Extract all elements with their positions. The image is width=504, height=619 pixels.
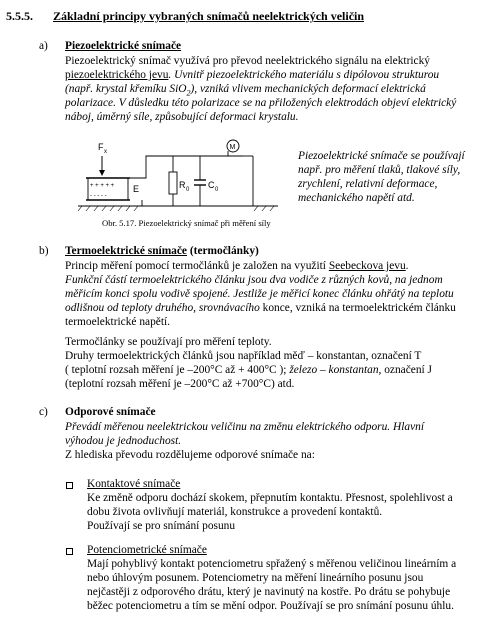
sec-b-title-main: Termoelektrické snímače xyxy=(65,245,187,257)
sec-b-line1 xyxy=(65,259,409,273)
sec-c-line1: Převádí měřenou neelektrickou veličinu na změnu elektrického odporu. Hlavní xyxy=(65,421,424,433)
sec-b-line1-start: Princip měření pomocí termočlánků je založen na využití xyxy=(65,260,326,272)
force-subscript: x xyxy=(104,149,107,155)
force-label: F xyxy=(98,142,104,152)
sec-b-line1-end: . xyxy=(405,260,409,272)
item1-line3: Používají se pro snímání posunu xyxy=(87,520,236,532)
side-line2: např. pro měření tlaků, tlakové síly, xyxy=(298,164,461,176)
resistor-label: R xyxy=(179,180,186,190)
sec-c-letter: c) xyxy=(39,406,48,418)
item2-line3: nejčastěji z odporového drátu, který je navinutý na kostře. Po drátu se pohybuje xyxy=(87,586,451,598)
sec-a-line2-rest: . Uvnitř piezoelektrického materiálu s dipólovou strukturou xyxy=(168,69,440,81)
section-number: 5.5.5. xyxy=(6,9,33,23)
item2-line1: Mají pohyblivý kontakt potenciometru spřažený s měřenou veličinou lineárním a xyxy=(87,558,457,570)
sec-b-line4-italic: odlišnou od teploty druhého, srovnávacího xyxy=(65,302,260,314)
sec-c-line3: Z hlediska převodu rozdělujeme odporové snímače na: xyxy=(65,449,315,461)
item1-line1: Ke změně odporu dochází skokem, přepnutím kontaktu. Přesnost, spolehlivost a xyxy=(87,492,453,504)
sec-b-line3: měřicím konci spolu vodivě spojené. Jestliže je měřicí konec článku ohřátý na teplotu xyxy=(65,288,454,300)
sec-c-title: Odporové snímače xyxy=(65,406,156,418)
sec-a-line2 xyxy=(65,68,439,82)
sec-a-letter: a) xyxy=(39,40,48,52)
capacitor-label: C xyxy=(208,180,215,190)
sec-b-line8-italic: železo – konstantan, xyxy=(289,364,382,376)
sec-b-line8-end: označení J xyxy=(381,364,432,376)
sec-b-title-extra: (termočlánky) xyxy=(189,245,259,257)
side-line1: Piezoelektrické snímače se používají xyxy=(298,150,465,162)
svg-text:- - - - -: - - - - - xyxy=(90,193,107,199)
resistor-subscript: 0 xyxy=(186,187,190,193)
sec-b-title xyxy=(65,244,259,258)
resistor-r0 xyxy=(169,172,177,194)
sec-a-line3-start: (např. krystal křemíku SiO xyxy=(65,83,187,95)
sec-b-letter: b) xyxy=(39,245,49,257)
sio2-subscript: 2 xyxy=(186,88,191,98)
sec-a-line5: náboj, úměrný síle, způsobující deformaci krystalu. xyxy=(65,111,299,123)
svg-text:+ + + + +: + + + + + xyxy=(90,183,115,189)
sec-a-line4: polarizace. V důsledku této polarizace se na přiložených elektrodách objeví elektrický xyxy=(65,97,457,109)
item2-line4: běžec potenciometru a tím se mění odpor. Používají se pro snímání posunu úhlu. xyxy=(87,600,454,612)
item1-title: Kontaktové snímače xyxy=(87,478,181,490)
seebeck-effect-term: Seebeckova jevu xyxy=(328,260,406,272)
item2-line2: nebo úhlovým posunem. Potenciometry na měření lineárního posunu jsou xyxy=(87,572,424,584)
force-arrow-icon xyxy=(99,170,105,176)
sec-b-line2: Funkční částí termoelektrického článku jsou dva vodiče z různých kovů, na jednom xyxy=(65,274,443,286)
side-line3: zrychlení, relativní deformace, xyxy=(298,178,438,190)
side-line4: mechanického napětí atd. xyxy=(298,192,415,204)
sec-a-title: Piezoelektrické snímače xyxy=(65,40,182,52)
sec-b-line5: termoelektrické napětí. xyxy=(65,316,170,328)
figure-caption: Obr. 5.17. Piezoelektrický snímač při měření síly xyxy=(102,218,271,228)
bullet-square-icon xyxy=(66,482,73,489)
item1-line2: dobu života ovlivňují materiál, konstrukce a provedení kontaktů. xyxy=(87,506,383,518)
sec-b-line6: Termočlánky se používají pro měření teploty. xyxy=(65,336,272,348)
sec-a-line3-rest: ), vzniká vlivem mechanických deformací elektrická xyxy=(190,83,426,95)
sec-b-line4-rest: konce, vzniká na termoelektrickém článku xyxy=(259,302,456,314)
capacitor-subscript: 0 xyxy=(215,187,219,193)
sec-b-line8-start: ( teplotní rozsah měření je –200°C až + 400°C ); xyxy=(65,364,290,376)
electrode-label: E xyxy=(133,184,140,194)
sec-c-line2: výhodou je jednoduchost. xyxy=(65,435,182,447)
sec-b-line4 xyxy=(65,301,456,315)
piezo-effect-term: piezoelektrického jevu xyxy=(65,69,169,81)
sec-b-line8 xyxy=(65,363,432,377)
item2-title: Potenciometrické snímače xyxy=(87,544,207,556)
bullet-square-icon xyxy=(66,548,73,555)
sec-b-line9: (teplotní rozsah měření je –200°C až +700°C) atd. xyxy=(65,378,295,390)
meter-label: M xyxy=(229,144,236,151)
sec-a-line1: Piezoelektrický snímač využívá pro převod neelektrického signálu na elektrický xyxy=(65,55,431,67)
section-title: Základní principy vybraných snímačů neelektrických veličin xyxy=(53,9,365,23)
piezo-circuit-diagram xyxy=(78,136,288,216)
sec-b-line7: Druhy termoelektrických článků jsou například měď – konstantan, označení T xyxy=(65,350,422,362)
